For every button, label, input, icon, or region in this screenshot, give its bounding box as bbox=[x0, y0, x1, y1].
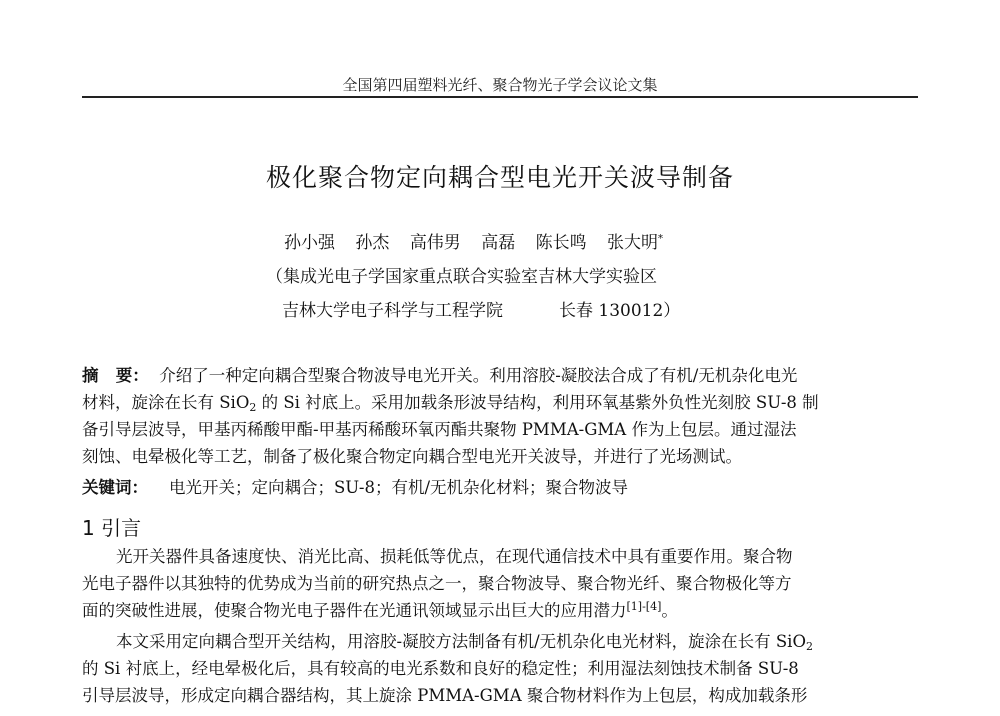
running-header: 全国第四届塑料光纤、聚合物光子学会议论文集 bbox=[342, 76, 658, 94]
abstract-line bbox=[82, 389, 819, 414]
affiliation-city: 长春 130012） bbox=[559, 301, 681, 321]
abstract-text: 的 Si 衬底上。采用加载条形波导结构，利用环氧基紫外负性光刻胶 SU-8 制 bbox=[256, 393, 819, 412]
abstract-text: 介绍了一种定向耦合型聚合物波导电光开关。利用溶胶-凝胶法合成了有机/无机杂化电光 bbox=[159, 366, 798, 385]
abstract-line: 刻蚀、电晕极化等工艺，制备了极化聚合物定向耦合型电光开关波导，并进行了光场测试。 bbox=[82, 447, 742, 466]
abstract-line bbox=[82, 362, 797, 386]
body-line: 引导层波导，形成定向耦合器结构，其上旋涂 PMMA-GMA 聚合物材料作为上包层，构成加载条形 bbox=[82, 686, 808, 705]
section-number: 1 bbox=[82, 516, 95, 540]
author-list bbox=[284, 228, 663, 253]
abstract-line: 备引导层波导，甲基丙稀酸甲酯-甲基丙稀酸环氧丙酯共聚物 PMMA-GMA 作为上包层。通过湿法 bbox=[82, 420, 797, 439]
section-title: 引言 bbox=[101, 516, 142, 540]
author-name: 张大明 bbox=[607, 233, 659, 253]
body-text: 。 bbox=[661, 601, 678, 620]
author: 孙小强 bbox=[284, 233, 335, 253]
body-line: 光电子器件以其独特的优势成为当前的研究热点之一，聚合物波导、聚合物光纤、聚合物极化等方 bbox=[82, 574, 792, 593]
paper-title: 极化聚合物定向耦合型电光开关波导制备 bbox=[265, 163, 734, 192]
author: 高磊 bbox=[481, 233, 516, 253]
keywords-label: 关键词： bbox=[82, 478, 148, 497]
abstract-text: 材料，旋涂在长有 SiO bbox=[82, 393, 250, 412]
author: 陈长鸣 bbox=[535, 233, 587, 253]
body-text: 面的突破性进展，使聚合物光电子器件在光通讯领域显示出巨大的应用潜力 bbox=[82, 601, 627, 620]
body-text: 本文采用定向耦合型开关结构，用溶胶-凝胶方法制备有机/无机杂化电光材料，旋涂在长有 SiO bbox=[116, 632, 806, 651]
subscript: 2 bbox=[249, 401, 257, 414]
author: 孙杰 bbox=[355, 233, 390, 253]
affiliation-school: 吉林大学电子科学与工程学院 bbox=[282, 301, 503, 321]
author: 高伟男 bbox=[409, 233, 461, 253]
body-line: 的 Si 衬底上，经电晕极化后，具有较高的电光系数和良好的稳定性；利用湿法刻蚀技术制备 SU-8 bbox=[82, 659, 799, 678]
subscript: 2 bbox=[806, 640, 813, 653]
body-line: 光开关器件具备速度快、消光比高、损耗低等优点，在现代通信技术中具有重要作用。聚合物 bbox=[116, 547, 793, 566]
citation: [1]-[4] bbox=[626, 600, 662, 613]
header-rule bbox=[82, 96, 918, 98]
section-heading bbox=[82, 512, 141, 541]
keywords-line bbox=[82, 474, 628, 498]
keywords-text: 电光开关；定向耦合；SU-8；有机/无机杂化材料；聚合物波导 bbox=[168, 478, 629, 497]
body-line bbox=[82, 597, 678, 621]
author bbox=[607, 233, 663, 253]
affiliation-line-2 bbox=[282, 296, 680, 321]
abstract-label: 摘 要： bbox=[82, 366, 149, 385]
affiliation-line-1: （集成光电子学国家重点联合实验室吉林大学实验区 bbox=[266, 267, 657, 287]
body-line bbox=[82, 628, 813, 653]
corresponding-author-mark: * bbox=[658, 233, 664, 245]
